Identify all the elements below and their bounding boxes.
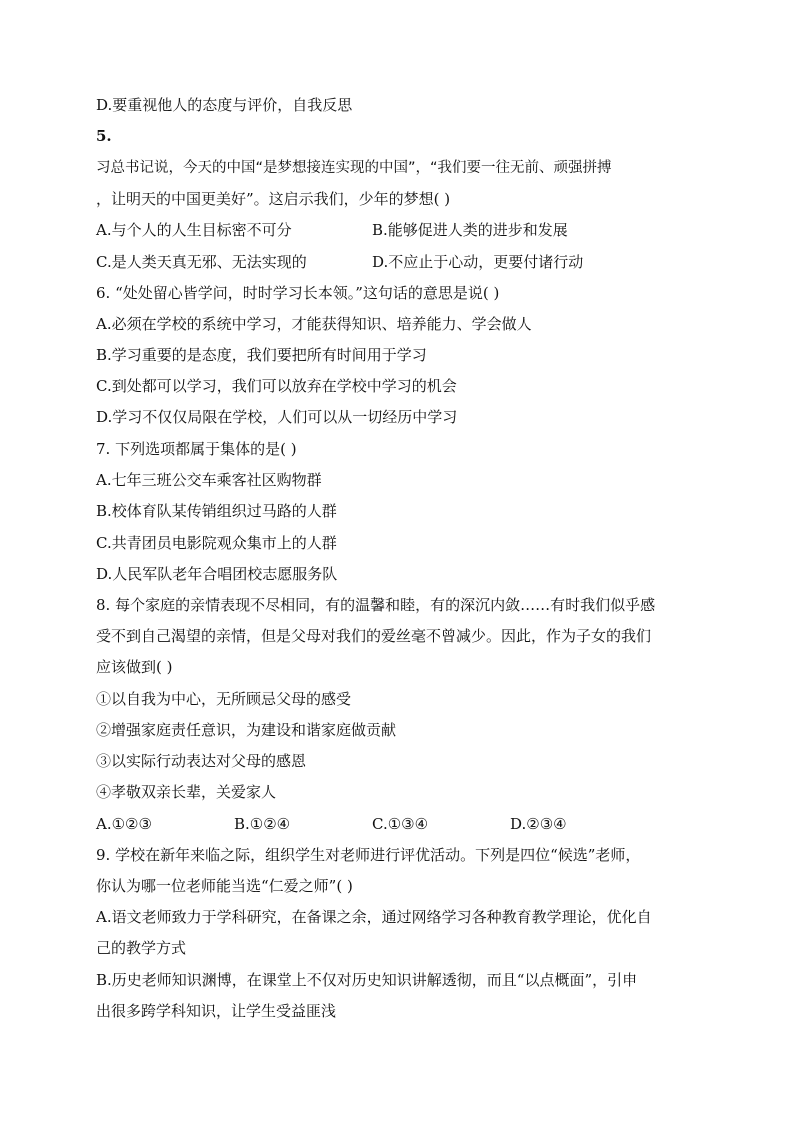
q8-stem-line1: 8. 每个家庭的亲情表现不尽相同，有的温馨和睦，有的深沉内敛……有时我们似乎感 (96, 596, 656, 614)
q7-stem: 7. 下列选项都属于集体的是( ) (96, 440, 297, 458)
q8-item-4: ④孝敬双亲长辈，关爱家人 (96, 783, 277, 801)
q8-option-d: D.②③④ (510, 815, 567, 833)
q8-item-1: ①以自我为中心，无所顾忌父母的感受 (96, 690, 352, 708)
q8-item-3: ③以实际行动表达对父母的感恩 (96, 752, 307, 770)
q8-stem-line2: 受不到自己渴望的亲情，但是父母对我们的爱丝毫不曾减少。因此，作为子女的我们 (96, 627, 652, 645)
q9-option-b-line1: B.历史老师知识渊博，在课堂上不仅对历史知识讲解透彻，而且“以点概面”，引申 (96, 971, 638, 989)
q8-item-2: ②增强家庭责任意识，为建设和谐家庭做贡献 (96, 721, 397, 739)
q6-option-b: B.学习重要的是态度，我们要把所有时间用于学习 (96, 346, 427, 364)
q9-stem-line2: 你认为哪一位老师能当选“仁爱之师”( ) (96, 877, 353, 895)
q7-option-a: A.七年三班公交车乘客社区购物群 (96, 471, 322, 489)
q7-option-b: B.校体育队某传销组织过马路的人群 (96, 502, 337, 520)
q8-option-c: C.①③④ (372, 815, 429, 833)
q6-option-c: C.到处都可以学习，我们可以放弃在学校中学习的机会 (96, 377, 457, 395)
q8-stem-line3: 应该做到( ) (96, 658, 173, 676)
q4-option-d: D.要重视他人的态度与评价，自我反思 (96, 96, 353, 114)
q8-option-a: A.①②③ (96, 815, 152, 833)
q6-option-a: A.必须在学校的系统中学习，才能获得知识、培养能力、学会做人 (96, 315, 532, 333)
q5-option-a: A.与个人的人生目标密不可分 (96, 221, 292, 239)
q7-option-c: C.共青团员电影院观众集市上的人群 (96, 534, 337, 552)
q5-option-d: D.不应止于心动，更要付诸行动 (372, 253, 584, 271)
q9-option-a-line1: A.语文老师致力于学科研究，在备课之余，通过网络学习各种教育教学理论，优化自 (96, 908, 652, 926)
q6-stem: 6. “处处留心皆学问，时时学习长本领。”这句话的意思是说( ) (96, 284, 500, 302)
q5-number: 5. (96, 127, 112, 145)
q9-option-b-line2: 出很多跨学科知识，让学生受益匪浅 (96, 1002, 337, 1020)
q7-option-d: D.人民军队老年合唱团校志愿服务队 (96, 565, 338, 583)
q5-stem-line1: 习总书记说，今天的中国“是梦想接连实现的中国”，“我们要一往无前、顽强拼搏 (96, 160, 612, 176)
q5-stem-line2: ，让明天的中国更美好”。这启示我们，少年的梦想( ) (96, 190, 451, 208)
q5-option-b: B.能够促进人类的进步和发展 (372, 221, 568, 239)
q5-option-c: C.是人类天真无邪、无法实现的 (96, 253, 307, 271)
q6-option-d: D.学习不仅仅局限在学校，人们可以从一切经历中学习 (96, 408, 458, 426)
q9-option-a-line2: 己的教学方式 (96, 939, 187, 957)
q9-stem-line1: 9. 学校在新年来临之际，组织学生对老师进行评优活动。下列是四位“候选”老师， (96, 846, 641, 864)
q8-option-b: B.①②④ (234, 815, 291, 833)
